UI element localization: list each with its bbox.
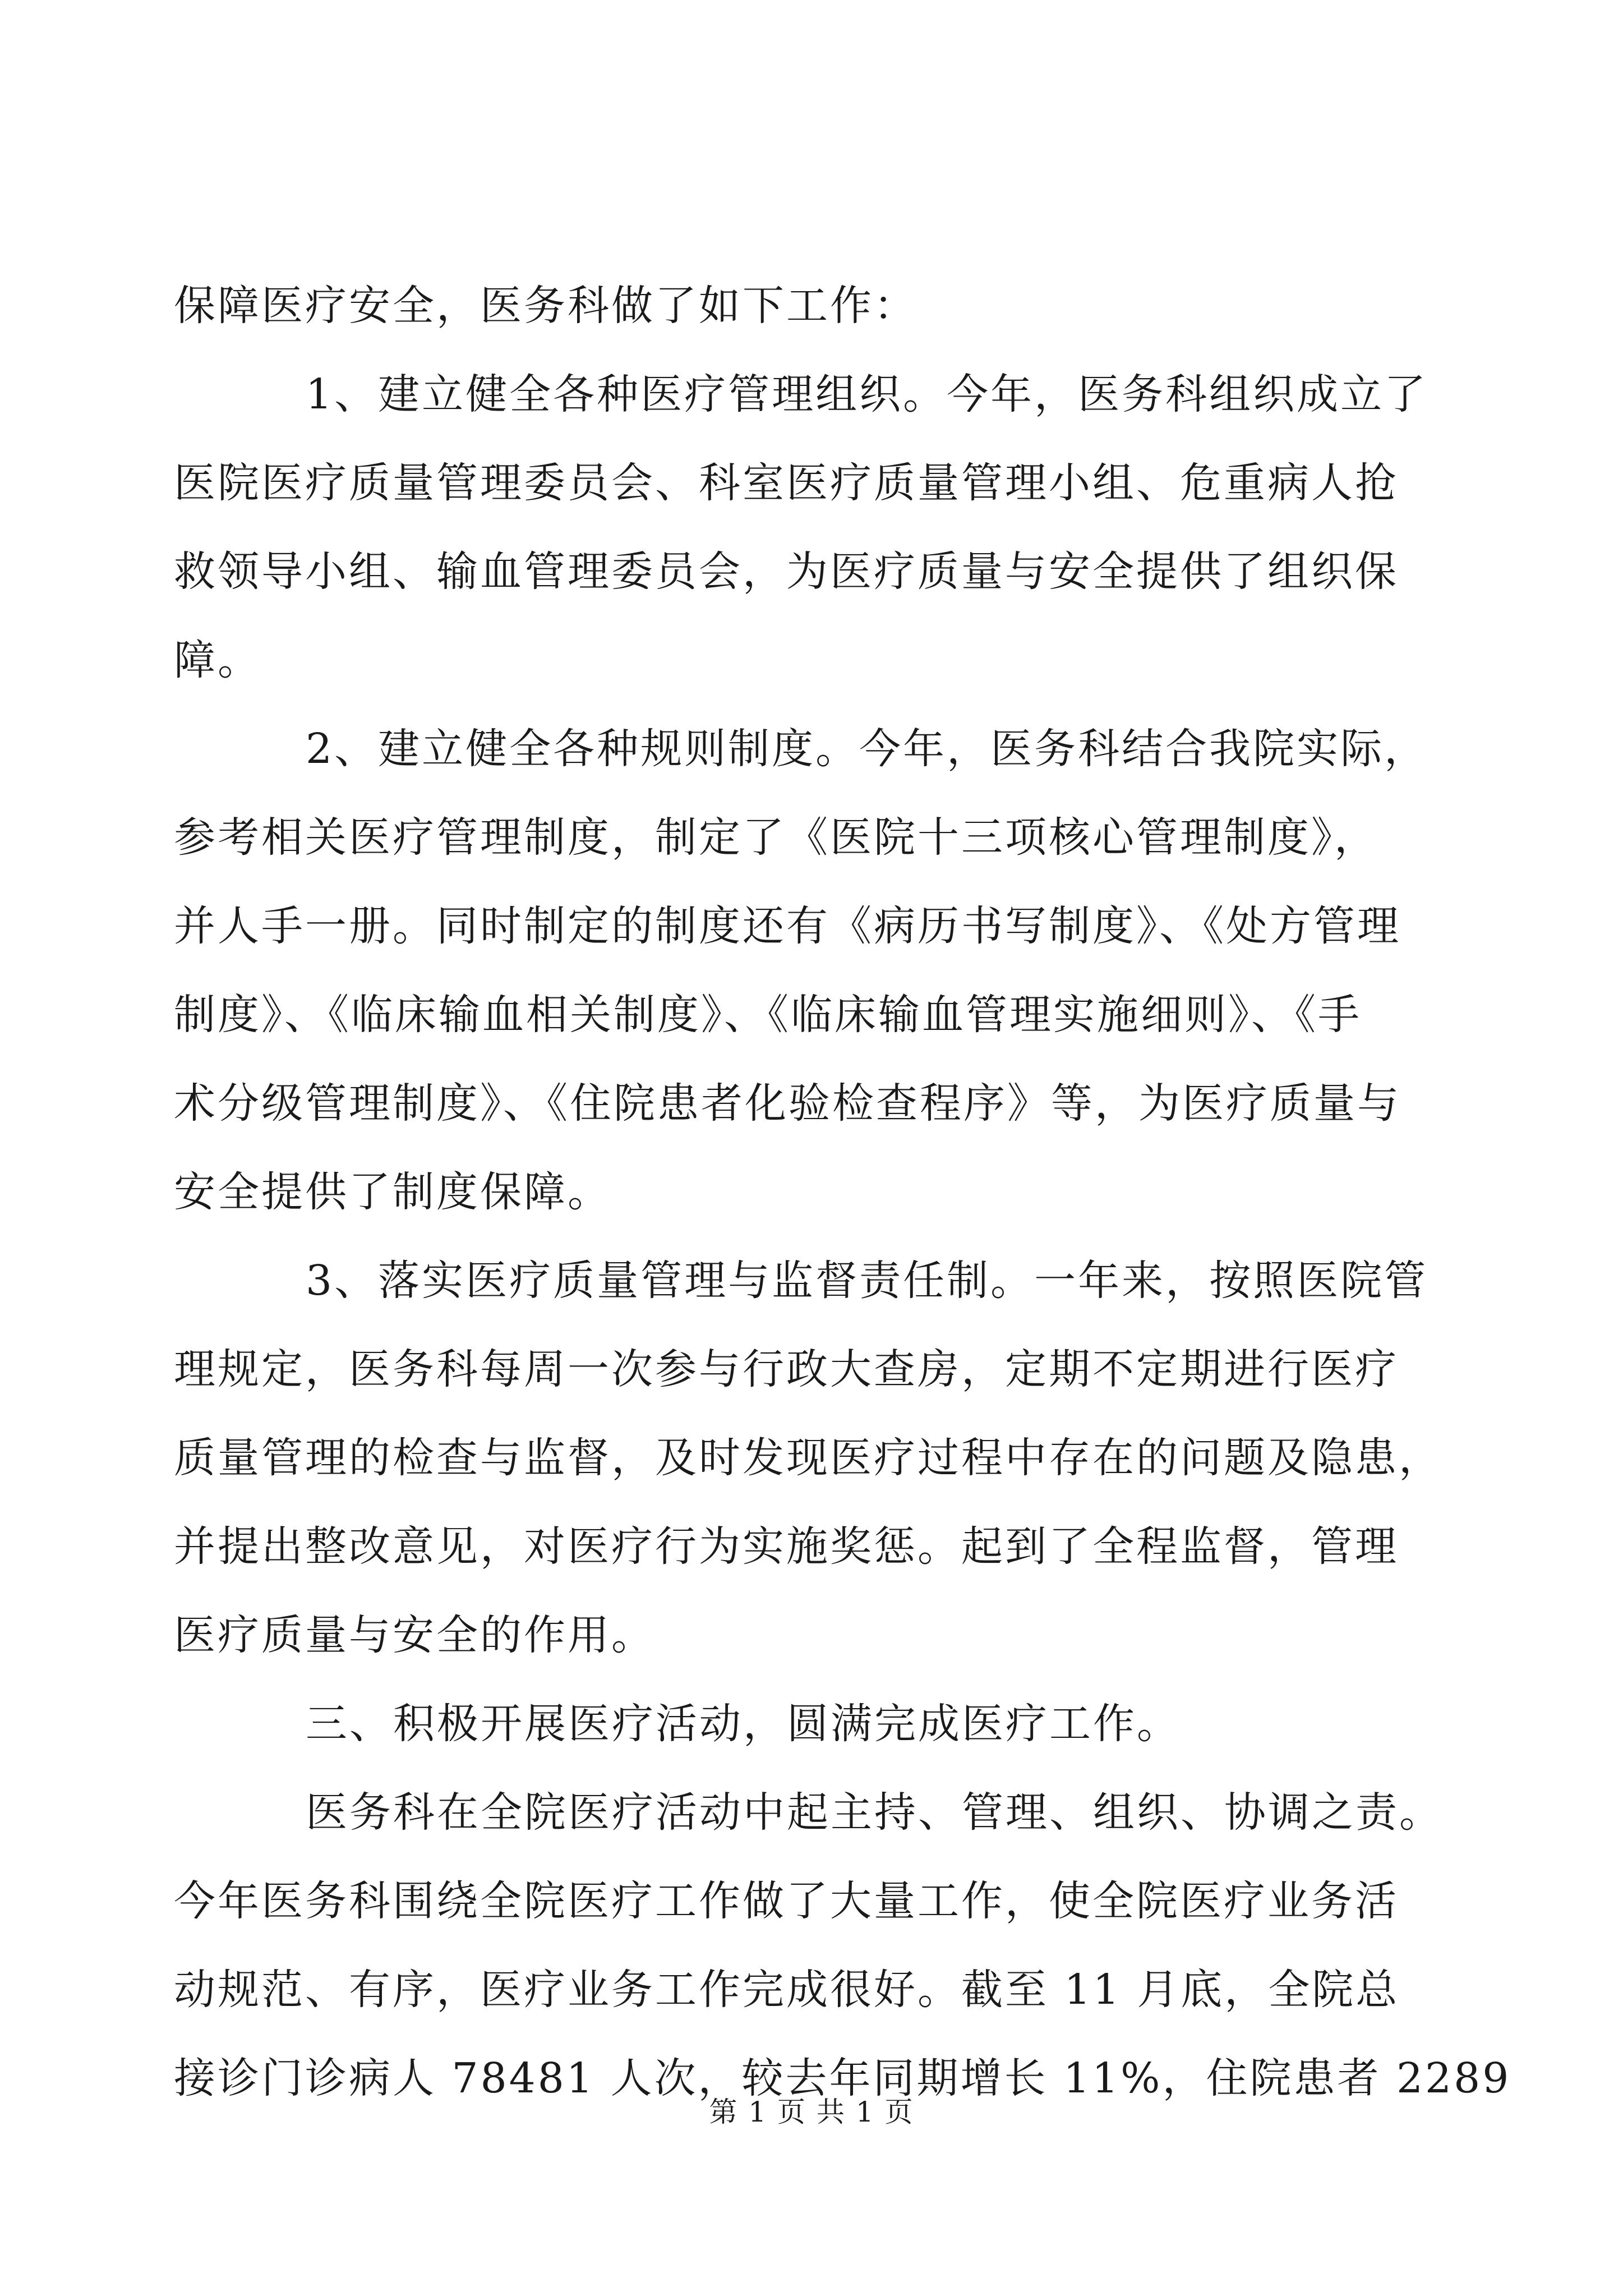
paragraph-line: 医疗质量与安全的作用。 xyxy=(174,1611,655,1659)
paragraph-line: 术分级管理制度》、《住院患者化验检查程序》等，为医疗质量与 xyxy=(174,1079,1401,1128)
paragraph-line: 并提出整改意见，对医疗行为实施奖惩。起到了全程监督，管理 xyxy=(174,1522,1399,1571)
paragraph-line: 接诊门诊病人 78481 人次，较去年同期增长 11%，住院患者 2289 xyxy=(174,2054,1511,2102)
paragraph-line: 2、建立健全各种规则制度。今年，医务科结合我院实际， xyxy=(306,725,1428,773)
paragraph-line: 理规定，医务科每周一次参与行政大查房，定期不定期进行医疗 xyxy=(174,1345,1399,1393)
page-number-label: 第 1 页 共 1 页 xyxy=(709,2096,914,2128)
section-heading: 三、积极开展医疗活动，圆满完成医疗工作。 xyxy=(306,1700,1181,1748)
paragraph-line: 安全提供了制度保障。 xyxy=(174,1168,611,1216)
paragraph-line: 3、落实医疗质量管理与监督责任制。一年来，按照医院管 xyxy=(306,1257,1428,1305)
paragraph-line: 今年医务科围绕全院医疗工作做了大量工作，使全院医疗业务活 xyxy=(174,1877,1399,1925)
paragraph-line: 保障医疗安全，医务科做了如下工作： xyxy=(174,282,917,330)
paragraph-line: 障。 xyxy=(174,636,261,684)
paragraph-line: 动规范、有序，医疗业务工作完成很好。截至 11 月底，全院总 xyxy=(174,1966,1400,2014)
paragraph-line: 并人手一册。同时制定的制度还有《病历书写制度》、《处方管理 xyxy=(174,902,1401,950)
paragraph-line: 制度》、《临床输血相关制度》、《临床输血管理实施细则》、《手 xyxy=(174,991,1362,1039)
paragraph-line: 医务科在全院医疗活动中起主持、管理、组织、协调之责。 xyxy=(306,1788,1443,1837)
paragraph-line: 参考相关医疗管理制度，制定了《医院十三项核心管理制度》， xyxy=(174,813,1378,862)
paragraph-line: 质量管理的检查与监督，及时发现医疗过程中存在的问题及隐患， xyxy=(174,1434,1442,1482)
paragraph-line: 救领导小组、输血管理委员会，为医疗质量与安全提供了组织保 xyxy=(174,547,1399,596)
paragraph-line: 1、建立健全各种医疗管理组织。今年，医务科组织成立了 xyxy=(306,370,1428,418)
paragraph-line: 医院医疗质量管理委员会、科室医疗质量管理小组、危重病人抢 xyxy=(174,459,1399,507)
page-footer xyxy=(0,2092,1623,2132)
